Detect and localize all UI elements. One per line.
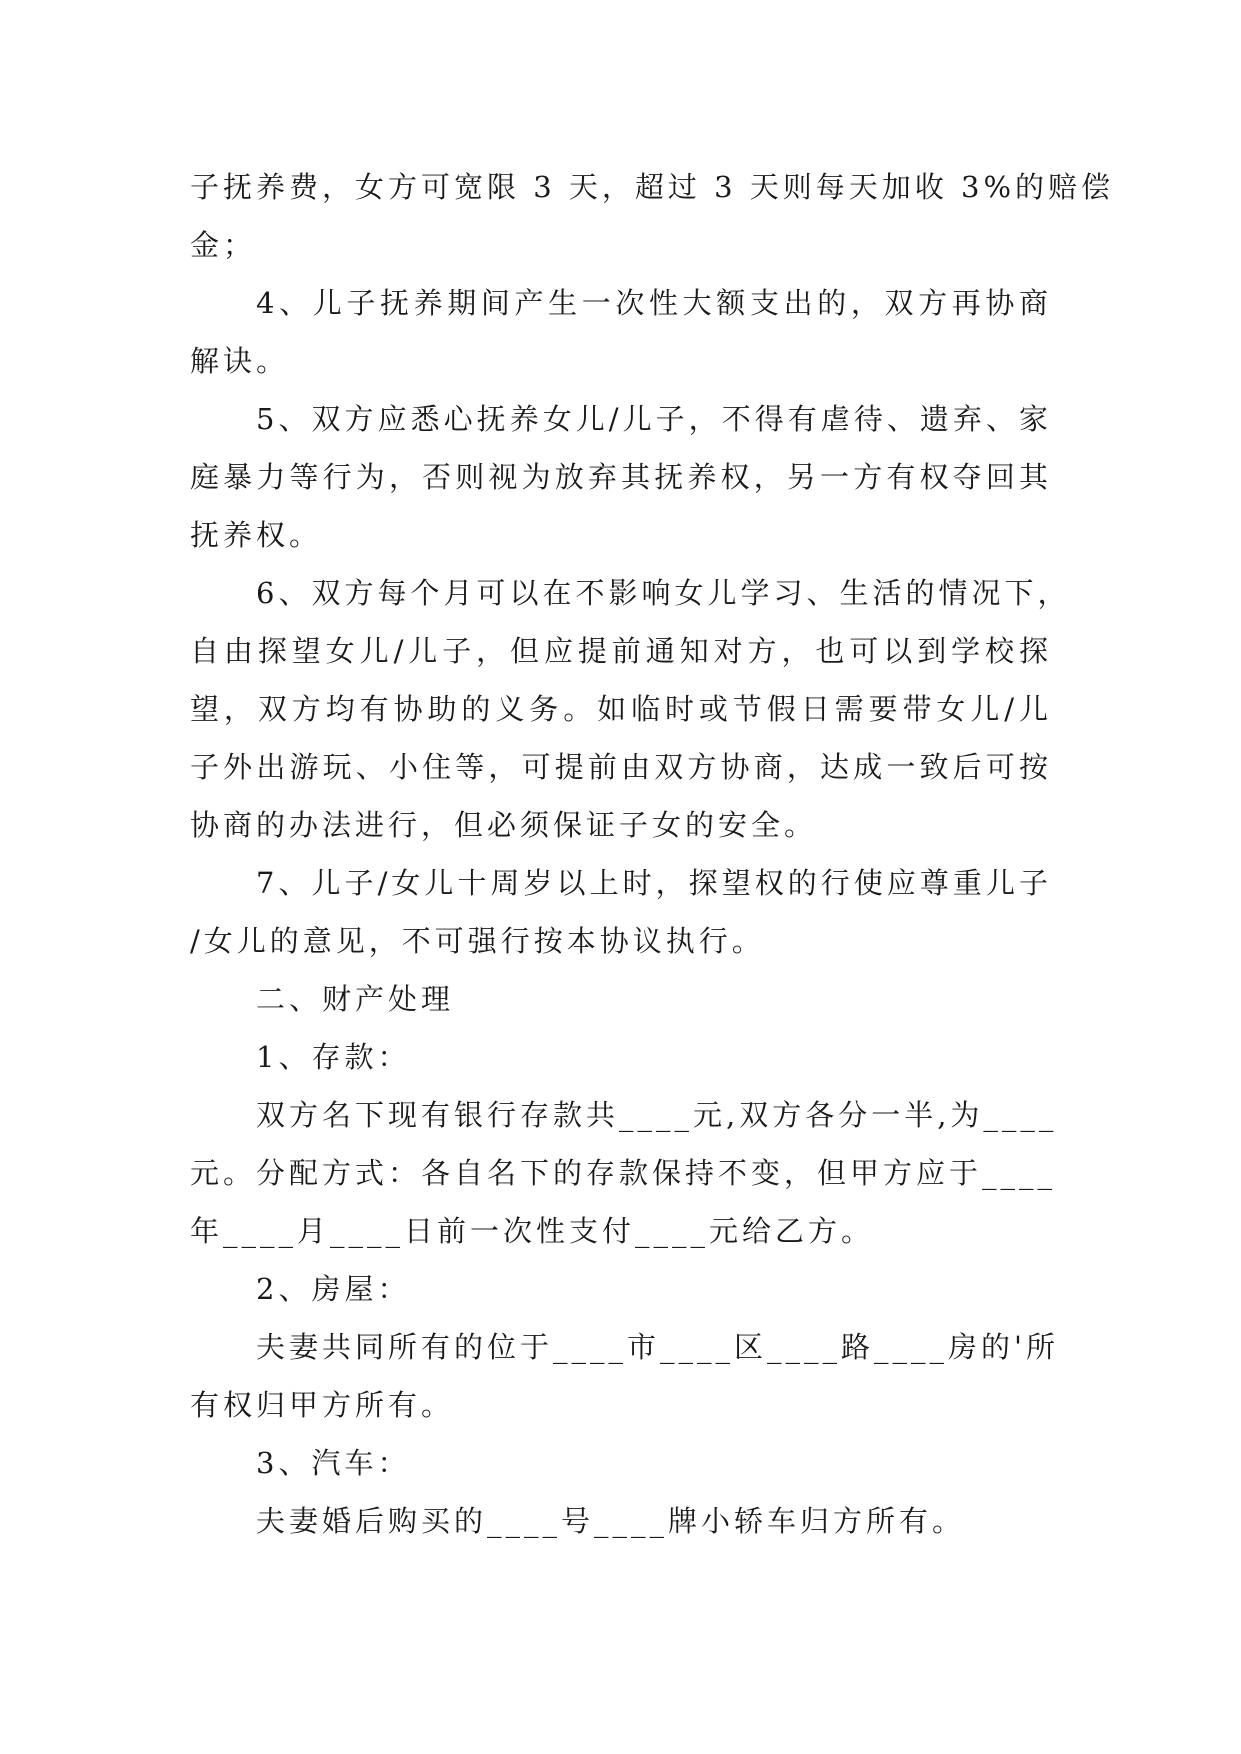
text-line: 协商的办法进行，但必须保证子女的安全。	[190, 808, 818, 842]
text-line: 二、财产处理	[256, 982, 455, 1016]
text-line: 夫妻婚后购买的____号____牌小轿车归方所有。	[256, 1504, 966, 1538]
text-line: 4、儿子抚养期间产生一次性大额支出的，双方再协商	[256, 286, 1052, 320]
text-line: 1、存款：	[256, 1040, 411, 1074]
text-line: 3、汽车：	[256, 1446, 411, 1480]
text-line: 子外出游玩、小住等，可提前由双方协商，达成一致后可按	[190, 750, 1052, 784]
text-line: 庭暴力等行为，否则视为放弃其抚养权，另一方有权夺回其	[190, 460, 1052, 494]
text-line: 抚养权。	[190, 518, 323, 552]
text-line: 7、儿子/女儿十周岁以上时，探望权的行使应尊重儿子	[256, 866, 1052, 900]
text-line: 望，双方均有协助的义务。如临时或节假日需要带女儿/儿	[190, 692, 1052, 726]
text-line: 子抚养费，女方可宽限 3 天，超过 3 天则每天加收 3%的赔偿	[190, 170, 1114, 204]
text-line: /女儿的意见，不可强行按本协议执行。	[190, 924, 765, 958]
text-line: 5、双方应悉心抚养女儿/儿子，不得有虐待、遗弃、家	[256, 402, 1052, 436]
text-line: 金；	[190, 228, 257, 262]
text-line: 有权归甲方所有。	[190, 1388, 455, 1422]
text-line: 双方名下现有银行存款共____元,双方各分一半,为____	[256, 1098, 1058, 1132]
text-line: 夫妻共同所有的位于____市____区____路____房的'所	[256, 1330, 1059, 1364]
text-line: 元。分配方式：各自名下的存款保持不变，但甲方应于____	[190, 1156, 1057, 1190]
text-line: 6、双方每个月可以在不影响女儿学习、生活的情况下，	[256, 576, 1071, 610]
text-line: 解诀。	[190, 344, 290, 378]
document-body	[190, 158, 1114, 1550]
text-line: 年____月____日前一次性支付____元给乙方。	[190, 1214, 875, 1248]
text-line: 2、房屋：	[256, 1272, 411, 1306]
text-line: 自由探望女儿/儿子，但应提前通知对方，也可以到学校探	[190, 634, 1052, 668]
